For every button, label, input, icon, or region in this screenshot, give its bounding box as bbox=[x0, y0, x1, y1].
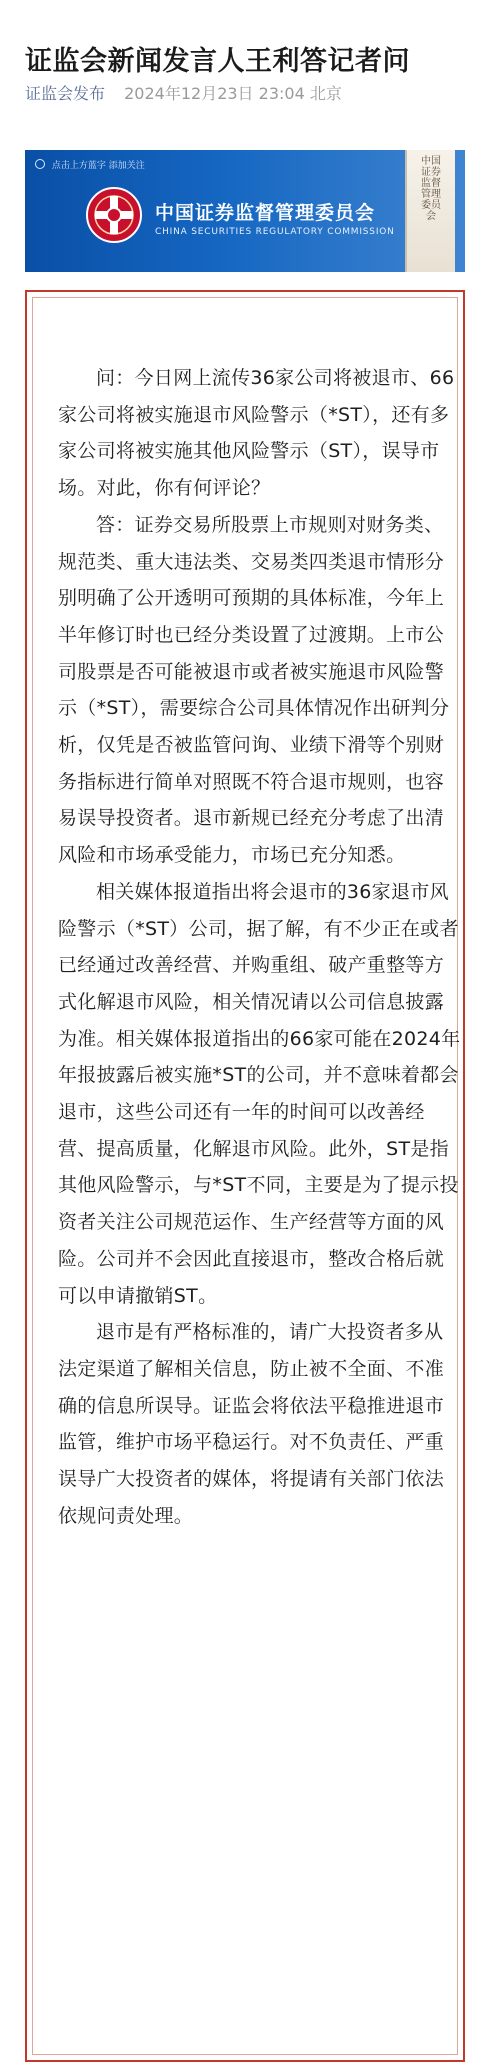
paragraph-answer: 答：证券交易所股票上市规则对财务类、规范类、重大违法类、交易类四类退市情形分别明确了公开透明可预期的具体标准，今年上半年修订时也已经分类设置了过渡期。上市公司股票是否可能被退市或者被实施退市风险警示（*ST），需要综合公司具体情况作出研判分析，仅凭是否被监管问询、业绩下滑等个别财务指标进行简单对照既不符合退市规则，也容易误导投资者。退市新规已经充分考虑了出清风险和市场承受能力，市场已充分知悉。 bbox=[58, 513, 450, 867]
article-body bbox=[58, 360, 462, 1535]
org-name-cn: 中国证券监督管理委员会 bbox=[155, 202, 376, 224]
follow-hint[interactable] bbox=[35, 158, 145, 171]
paragraph-closing: 退市是有严格标准的，请广大投资者多从法定渠道了解相关信息，防止被不全面、不准确的信息所误导。证监会将依法平稳推进退市监管，维护市场平稳运行。对不负责任、严重误导广大投资者的媒体，将提请有关部门依法依规问责处理。 bbox=[58, 1321, 445, 1527]
csrc-emblem-icon bbox=[85, 186, 143, 244]
publish-datetime: 2024年12月23日 23:04 北京 bbox=[124, 84, 342, 103]
source-account-link[interactable]: 证监会发布 bbox=[25, 84, 106, 103]
article-meta bbox=[25, 84, 342, 104]
plaque-text: 中国证券监督管理委员会 bbox=[421, 156, 441, 222]
header-banner bbox=[25, 150, 465, 272]
paragraph-question: 问：今日网上流传36家公司将被退市、66家公司将被实施退市风险警示（*ST），还有多家公司将被实施其他风险警示（ST），误导市场。对此，你有何评论？ bbox=[58, 367, 455, 500]
hand-pointer-icon bbox=[35, 159, 45, 169]
follow-hint-text: 点击上方蓝字 添加关注 bbox=[51, 161, 145, 171]
article-title: 证监会新闻发言人王利答记者问 bbox=[25, 46, 410, 78]
paragraph-media-reports: 相关媒体报道指出将会退市的36家退市风险警示（*ST）公司，据了解，有不少正在或者已经通过改善经营、并购重组、破产重整等方式化解退市风险，相关情况请以公司信息披露为准。相关媒体报道指出的66家可能在2024年年报披露后被实施*ST的公司，并不意味着都会退市，这些公司还有一年的时间可以改善经营、提高质量，化解退市风险。此外，ST是指其他风险警示，与*ST不同，主要是为了提示投资者关注公司规范运作、生产经营等方面的风险。公司并不会因此直接退市，整改合格后就可以申请撤销ST。 bbox=[58, 880, 461, 1307]
org-plaque bbox=[405, 150, 455, 272]
org-name-en: CHINA SECURITIES REGULATORY COMMISSION bbox=[155, 227, 395, 237]
